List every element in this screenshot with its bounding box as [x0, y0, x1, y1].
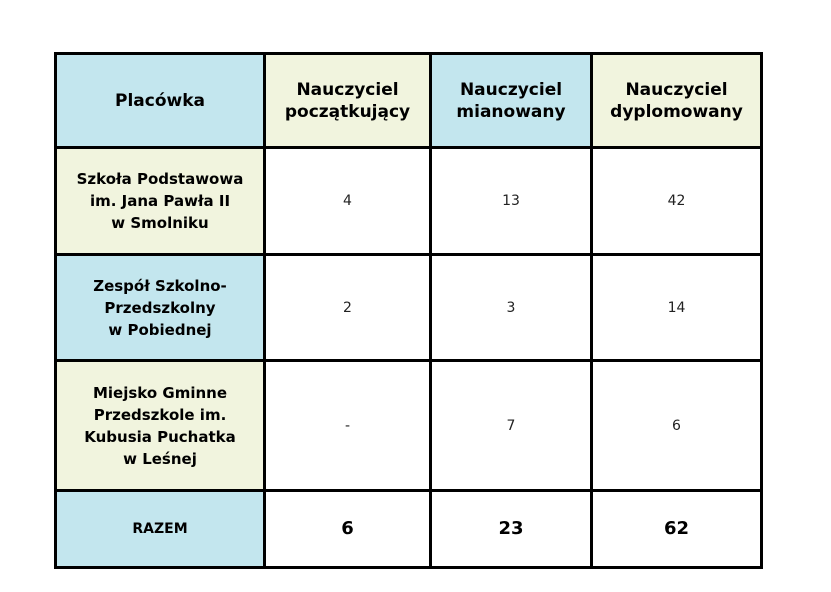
- header-line: Nauczyciel: [625, 79, 728, 100]
- header-row: [56, 54, 762, 148]
- total-value-dyplomowany: 62: [592, 491, 762, 568]
- facility-name-line: im. Jana Pawła II: [89, 192, 231, 210]
- value-cell: 3: [431, 255, 592, 361]
- facility-name-line: Przedszkolny: [104, 298, 216, 317]
- facility-name-line: Kubusia Puchatka: [84, 427, 236, 446]
- header-line: Nauczyciel: [459, 79, 563, 100]
- value-cell: -: [265, 361, 431, 491]
- value-cell: 13: [431, 148, 592, 255]
- value-cell: 4: [265, 148, 431, 255]
- facility-name-line: w Leśnej: [123, 449, 197, 468]
- value-cell: 2: [265, 255, 431, 361]
- value-cell: 6: [592, 361, 762, 491]
- facility-name-line: w Pobiednej: [108, 320, 212, 339]
- value-cell: 42: [592, 148, 762, 255]
- total-label: RAZEM: [56, 491, 265, 568]
- table-row: [56, 361, 762, 491]
- facility-name-line: Miejsko Gminne: [92, 383, 228, 402]
- header-nauczyciel-poczatkujacy: [265, 54, 431, 148]
- facility-name-line: Przedszkole im.: [93, 405, 227, 424]
- facility-name-line: Zespół Szkolno-: [93, 276, 227, 295]
- total-value-poczatkujacy: 6: [265, 491, 431, 568]
- facility-name-cell: [56, 148, 265, 255]
- header-placowka: [56, 54, 265, 148]
- header-line: początkujący: [284, 101, 411, 122]
- total-row: [56, 491, 762, 568]
- table-row: [56, 148, 762, 255]
- facility-name-cell: [56, 361, 265, 491]
- header-line: Placówka: [115, 90, 205, 111]
- facility-name-line: w Smolniku: [111, 214, 209, 232]
- facility-name-cell: [56, 255, 265, 361]
- value-cell: 14: [592, 255, 762, 361]
- facility-name-line: Szkoła Podstawowa: [76, 170, 244, 188]
- header-nauczyciel-mianowany: [431, 54, 592, 148]
- header-line: dyplomowany: [610, 101, 743, 122]
- table-row: [56, 255, 762, 361]
- header-line: Nauczyciel: [296, 79, 399, 100]
- total-value-mianowany: 23: [431, 491, 592, 568]
- header-line: mianowany: [456, 101, 566, 122]
- teachers-table: [54, 52, 763, 569]
- value-cell: 7: [431, 361, 592, 491]
- header-nauczyciel-dyplomowany: [592, 54, 762, 148]
